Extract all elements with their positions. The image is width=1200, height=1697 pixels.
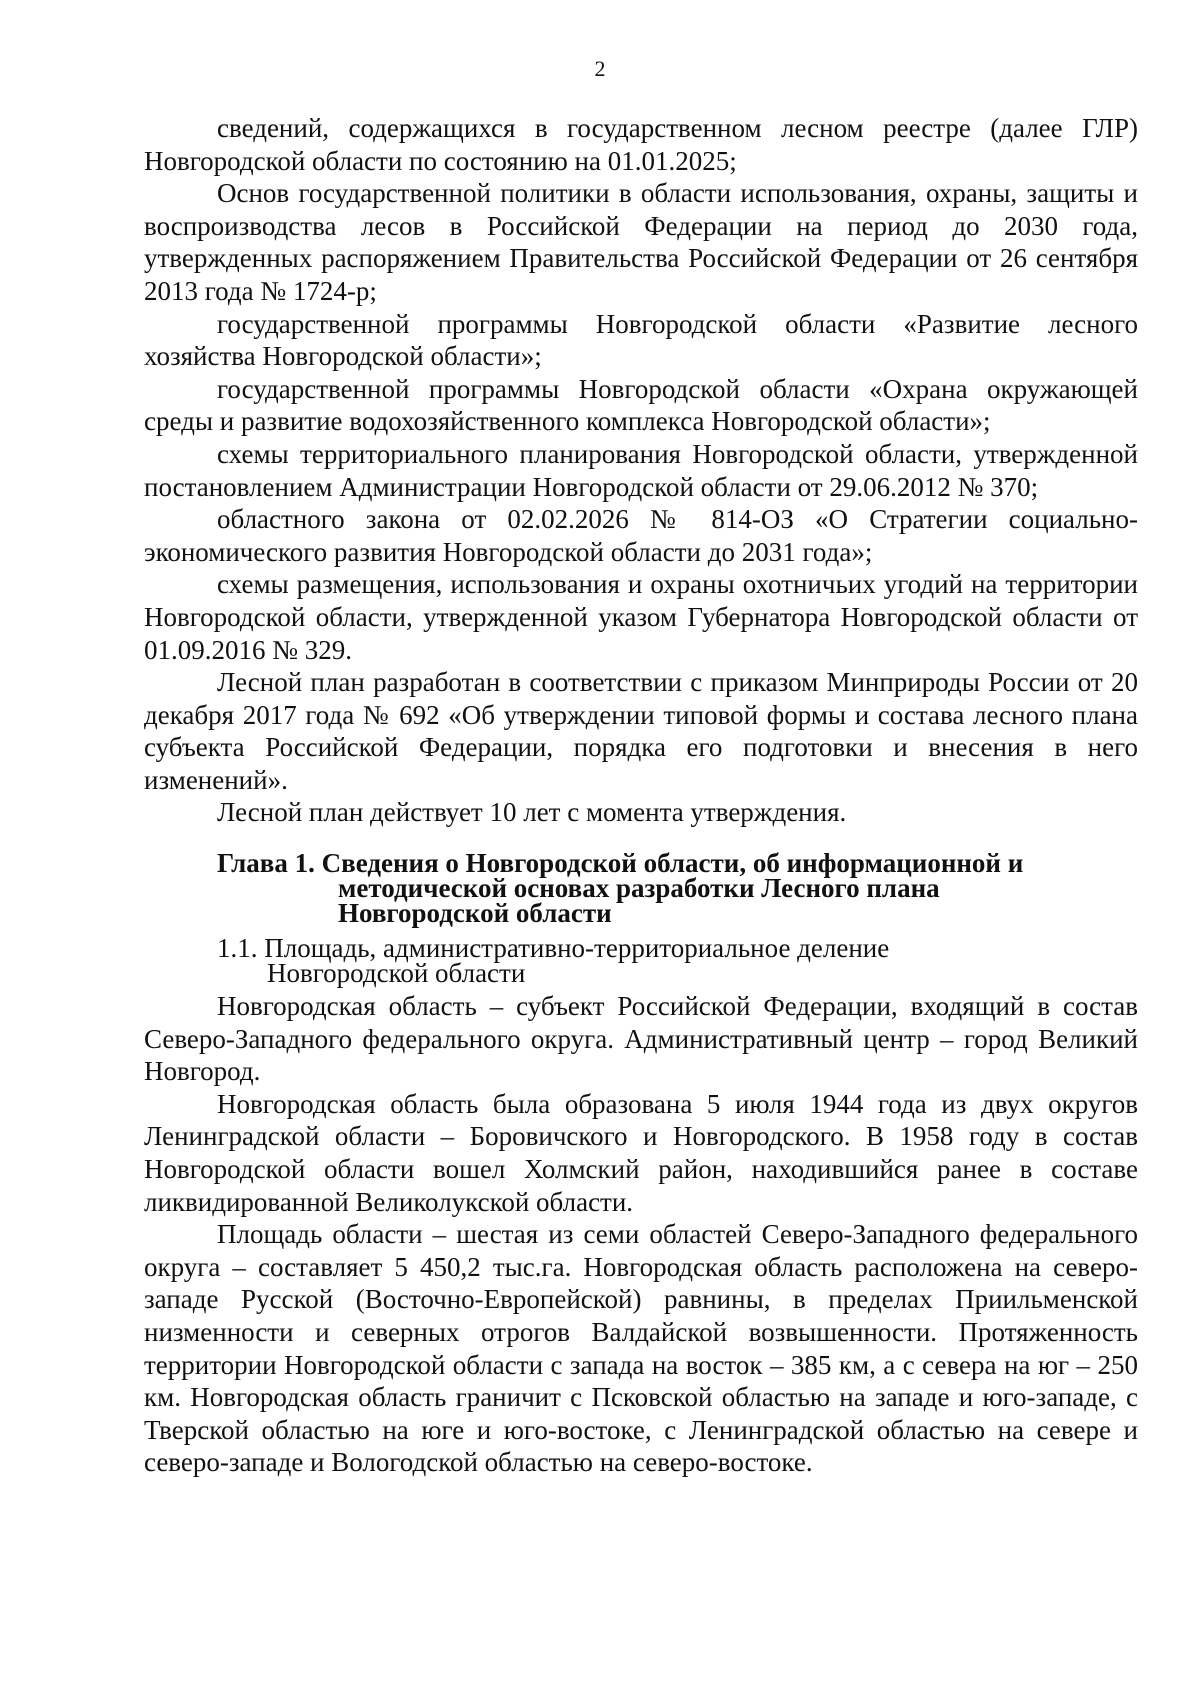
- paragraph: Площадь области – шестая из семи областей Северо-Западного федерального округа – составляет 5 450,2 тыс.га. Новгородская область расположена на северо-западе Русской (Восточно-Европейской) равнины, в пределах Приильменской низменности и северных отрогов Валдайской возвышенности. Протяженность территории Новгородской области с запада на восток – 385 км, а с севера на юг – 250 км. Новгородская область граничит с Псковской областью на западе и юго-западе, с Тверской областью на юге и юго-востоке, с Ленинградской областью на севере и северо-западе и Вологодской областью на северо-востоке.: [144, 1219, 1138, 1478]
- paragraph: Лесной план разработан в соответствии с приказом Минприроды России от 20 декабря 2017 года № 692 «Об утверждении типовой формы и состава лесного плана субъекта Российской Федерации, порядка его подготовки и внесения в него изменений».: [144, 667, 1138, 795]
- paragraph: схемы размещения, использования и охраны охотничьих угодий на территории Новгородской области, утвержденной указом Губернатора Новгородской области от 01.09.2016 № 329.: [144, 569, 1138, 665]
- paragraph: сведений, содержащихся в государственном лесном реестре (далее ГЛР) Новгородской области по состоянию на 01.01.2025;: [144, 113, 1138, 176]
- section-heading-line: 1.1. Площадь, административно-территориальное деление: [217, 933, 890, 964]
- chapter-heading-line: Новгородской области: [338, 898, 612, 929]
- document-body: [144, 112, 1138, 1479]
- paragraph: схемы территориального планирования Новгородской области, утвержденной постановлением Администрации Новгородской области от 29.06.2012 № 370;: [144, 438, 1138, 502]
- paragraph: Основ государственной политики в области использования, охраны, защиты и воспроизводства лесов в Российской Федерации на период до 2030 года, утвержденных распоряжением Правительства Российской Федерации от 26 сентября 2013 года № 1724-р;: [144, 178, 1138, 306]
- chapter-heading: [144, 848, 1138, 929]
- paragraph: государственной программы Новгородской области «Развитие лесного хозяйства Новгородской области»;: [144, 308, 1138, 372]
- paragraph: Новгородская область была образована 5 июля 1944 года из двух округов Ленинградской области – Боровичского и Новгородского. В 1958 году в состав Новгородской области вошел Холмский район, находившийся ранее в составе ликвидированной Великолукской области.: [144, 1088, 1138, 1217]
- paragraph: государственной программы Новгородской области «Охрана окружающей среды и развитие водохозяйственного комплекса Новгородской области»;: [144, 373, 1138, 437]
- paragraph: Новгородская область – субъект Российской Федерации, входящий в состав Северо-Западного федерального округа. Административный центр – город Великий Новгород.: [144, 991, 1138, 1087]
- paragraph: Лесной план действует 10 лет с момента утверждения.: [217, 797, 847, 828]
- page-number: 2: [594, 56, 606, 81]
- paragraph: областного закона от 02.02.2026 № 814-ОЗ «О Стратегии социально-экономического развития Новгородской области до 2031 года»;: [144, 504, 1138, 567]
- chapter-heading-line: методической основах разработки Лесного плана: [338, 873, 940, 904]
- section-heading: [144, 933, 1138, 989]
- chapter-heading-line: Глава 1. Сведения о Новгородской области, об информационной и: [217, 848, 1024, 879]
- section-heading-line: Новгородской области: [267, 958, 526, 989]
